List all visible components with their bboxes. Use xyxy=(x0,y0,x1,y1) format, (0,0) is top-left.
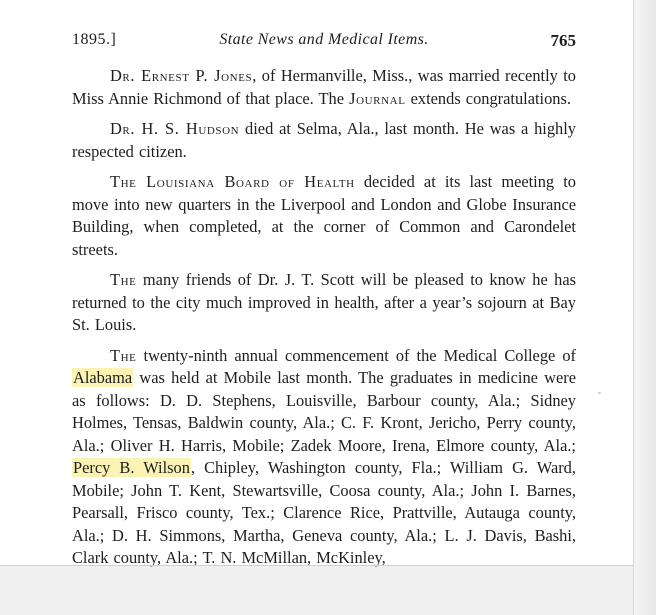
news-item-commencement xyxy=(72,345,576,570)
search-highlight: Percy B. Wilson xyxy=(73,458,190,477)
item-text: twenty-ninth annual commencement of the Medical College of xyxy=(136,345,576,365)
item-text: died at Selma, Ala., last month. He was a highly respected citizen. xyxy=(72,119,577,161)
news-item-hudson xyxy=(72,118,576,163)
running-title: State News and Medical Items. xyxy=(219,31,429,48)
page-header xyxy=(72,31,576,57)
scan-speck xyxy=(598,392,601,394)
news-item-board-of-health xyxy=(72,171,576,261)
person-name: Dr. H. S. Hudson xyxy=(110,119,240,138)
lead-word: The xyxy=(110,270,137,289)
person-name: Dr. Ernest P. Jones xyxy=(110,66,253,85)
header-year: 1895.] xyxy=(72,31,117,48)
item-text: many friends of Dr. J. T. Scott will be pleased to know he has returned to the city much improved in health, after a year’s sojourn at Bay St. Louis. xyxy=(72,270,576,334)
item-text: , Chipley, Washington county, Fla.; William G. Ward, Mobile; John T. Kent, Stewartsville, Coosa county, Ala.; John I. Barnes, Pearsall, Frisco county, Tex.; Clarence Rice, Prattville, Autauga county, Ala.; D. H. Simmons, Martha, Geneva county, Ala.; L. J. Davis, Bashi, Clark county, Ala.; T. N. McMillan, McKinley, xyxy=(72,458,576,567)
search-highlight: Alabama xyxy=(73,368,133,387)
article-body xyxy=(72,65,576,578)
item-text: was held at Mobile last month. The graduates in medicine were as follows: D. D. Stephens, Louisville, Barbour county, Ala.; Sidney Holmes, Tensas, Baldwin county, Ala.; C. F. Kront, Jericho, Perry county, Ala.; Oliver H. Harris, Mobile; Zadek Moore, Irena, Elmore county, Ala.; xyxy=(72,368,576,455)
item-text: extends congratulations. xyxy=(405,88,571,108)
news-item-jones xyxy=(72,65,576,110)
journal-name: Journal xyxy=(349,88,406,108)
news-item-scott xyxy=(72,269,576,337)
item-text: decided at its last meeting to move into new quarters in the Liverpool and London and Globe Insurance Building, when completed, at the corner of Common and Carondelet streets. xyxy=(72,172,576,259)
organization-name: The Louisiana Board of Health xyxy=(110,172,355,191)
page-number: 765 xyxy=(550,31,576,50)
lead-word: The xyxy=(110,345,137,365)
viewer-right-edge xyxy=(633,0,656,615)
item-text: , of Hermanville, Miss., was married recently to Miss Annie Richmond of that place. The xyxy=(72,66,576,108)
